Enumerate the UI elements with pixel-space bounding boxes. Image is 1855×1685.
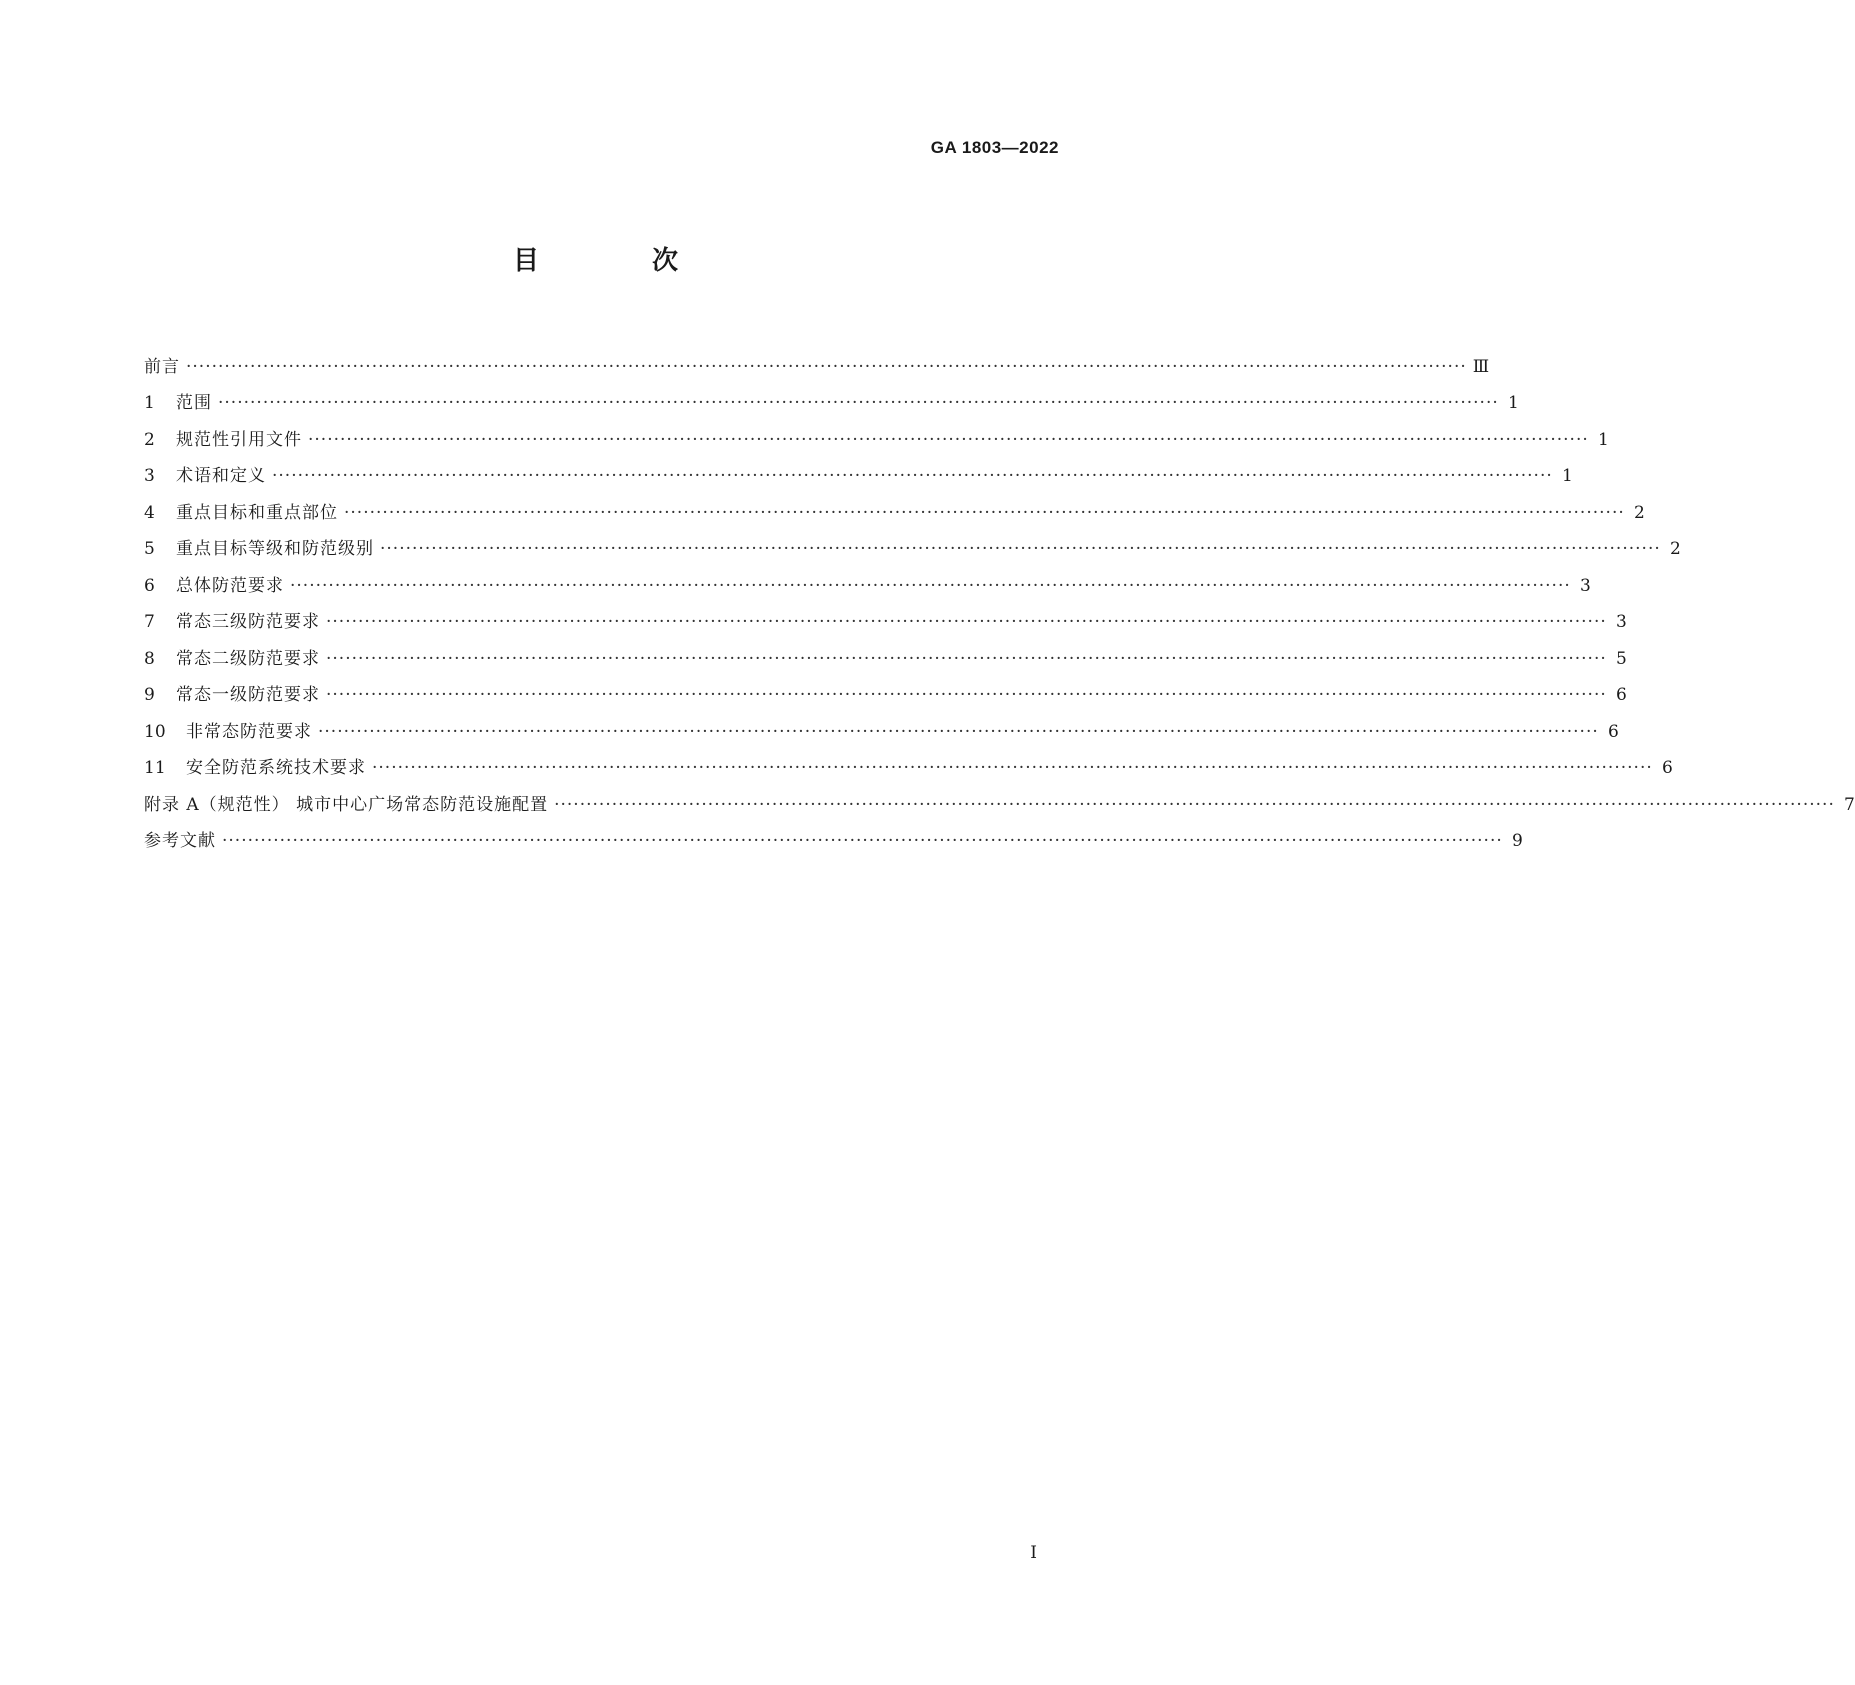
toc-entry[interactable] [144, 632, 1627, 669]
toc-entry-text: 常态二级防范要求 [176, 648, 320, 669]
table-of-contents [144, 340, 1855, 851]
dot-leader: ········································································································································································································ [344, 502, 1625, 523]
dot-leader: ········································································································································································································ [326, 648, 1607, 669]
toc-entry-page: 6 [1661, 758, 1673, 778]
toc-entry-page: 5 [1615, 648, 1627, 669]
toc-entry-number: 3 [144, 466, 155, 486]
toc-entry-text: 非常态防范要求 [186, 721, 312, 742]
toc-entry-text: 规范性引用文件 [176, 429, 302, 450]
dot-leader: ········································································································································································································ [272, 466, 1553, 486]
toc-entry-text: 参考文献 [144, 831, 216, 851]
toc-entry-page: 9 [1511, 831, 1523, 851]
toc-entry-number: 1 [144, 393, 155, 413]
toc-entry-page: 6 [1607, 721, 1619, 742]
toc-entry[interactable] [144, 340, 1490, 377]
toc-entry[interactable] [144, 596, 1627, 633]
toc-entry-text: 常态三级防范要求 [176, 612, 320, 632]
toc-entry[interactable] [144, 559, 1591, 596]
page-title: 目 次 [512, 246, 731, 276]
toc-entry-number: 6 [144, 575, 155, 596]
dot-leader: ········································································································································································································ [186, 356, 1467, 377]
toc-entry[interactable] [144, 705, 1619, 742]
toc-entry-page: Ⅲ [1472, 356, 1490, 377]
dot-leader: ········································································································································································································ [554, 794, 1835, 815]
toc-entry[interactable] [144, 778, 1855, 815]
dot-leader: ········································································································································································································ [218, 393, 1499, 413]
dot-leader: ········································································································································································································ [318, 721, 1599, 742]
toc-entry[interactable] [144, 742, 1673, 779]
toc-entry-page: 2 [1669, 539, 1681, 559]
toc-entry-page: 7 [1844, 794, 1855, 815]
dot-leader: ········································································································································································································ [290, 575, 1571, 596]
toc-entry-number: 8 [144, 648, 155, 669]
toc-entry-text: 重点目标和重点部位 [176, 502, 338, 523]
toc-entry[interactable] [144, 377, 1519, 414]
toc-entry-number: 4 [144, 502, 155, 523]
toc-entry[interactable] [144, 413, 1609, 450]
toc-entry-number: 5 [144, 539, 155, 559]
dot-leader: ········································································································································································································ [326, 612, 1607, 632]
toc-entry-page: 6 [1615, 685, 1627, 705]
toc-entry-page: 1 [1597, 429, 1609, 450]
toc-entry-page: 2 [1633, 502, 1645, 523]
toc-entry-number: 10 [144, 721, 166, 742]
toc-entry-page: 3 [1579, 575, 1591, 596]
dot-leader: ········································································································································································································ [308, 429, 1589, 450]
toc-entry[interactable] [144, 523, 1681, 560]
toc-entry[interactable] [144, 486, 1645, 523]
dot-leader: ········································································································································································································ [372, 758, 1653, 778]
toc-entry[interactable] [144, 450, 1573, 487]
toc-entry-number: 9 [144, 685, 155, 705]
dot-leader: ········································································································································································································ [326, 685, 1607, 705]
toc-entry-text: 术语和定义 [176, 466, 266, 486]
toc-entry-number: 11 [144, 758, 166, 778]
dot-leader: ········································································································································································································ [222, 831, 1503, 851]
toc-entry-text: 总体防范要求 [176, 575, 284, 596]
toc-entry-page: 1 [1561, 466, 1573, 486]
toc-entry-text: 重点目标等级和防范级别 [176, 539, 374, 559]
toc-entry-text: 常态一级防范要求 [176, 685, 320, 705]
toc-entry-text: 前言 [144, 356, 180, 377]
dot-leader: ········································································································································································································ [380, 539, 1661, 559]
toc-entry-number: 7 [144, 612, 155, 632]
toc-entry[interactable] [144, 815, 1523, 852]
standard-number: GA 1803—2022 [930, 138, 1059, 157]
toc-entry-text: 范围 [176, 393, 212, 413]
toc-entry-page: 1 [1507, 393, 1519, 413]
page-number: I [1030, 1543, 1037, 1563]
toc-entry-text: 安全防范系统技术要求 [186, 758, 366, 778]
toc-entry[interactable] [144, 669, 1627, 706]
toc-entry-text: 附录 A（规范性） 城市中心广场常态防范设施配置 [144, 794, 549, 815]
toc-entry-page: 3 [1615, 612, 1627, 632]
toc-entry-number: 2 [144, 429, 155, 450]
